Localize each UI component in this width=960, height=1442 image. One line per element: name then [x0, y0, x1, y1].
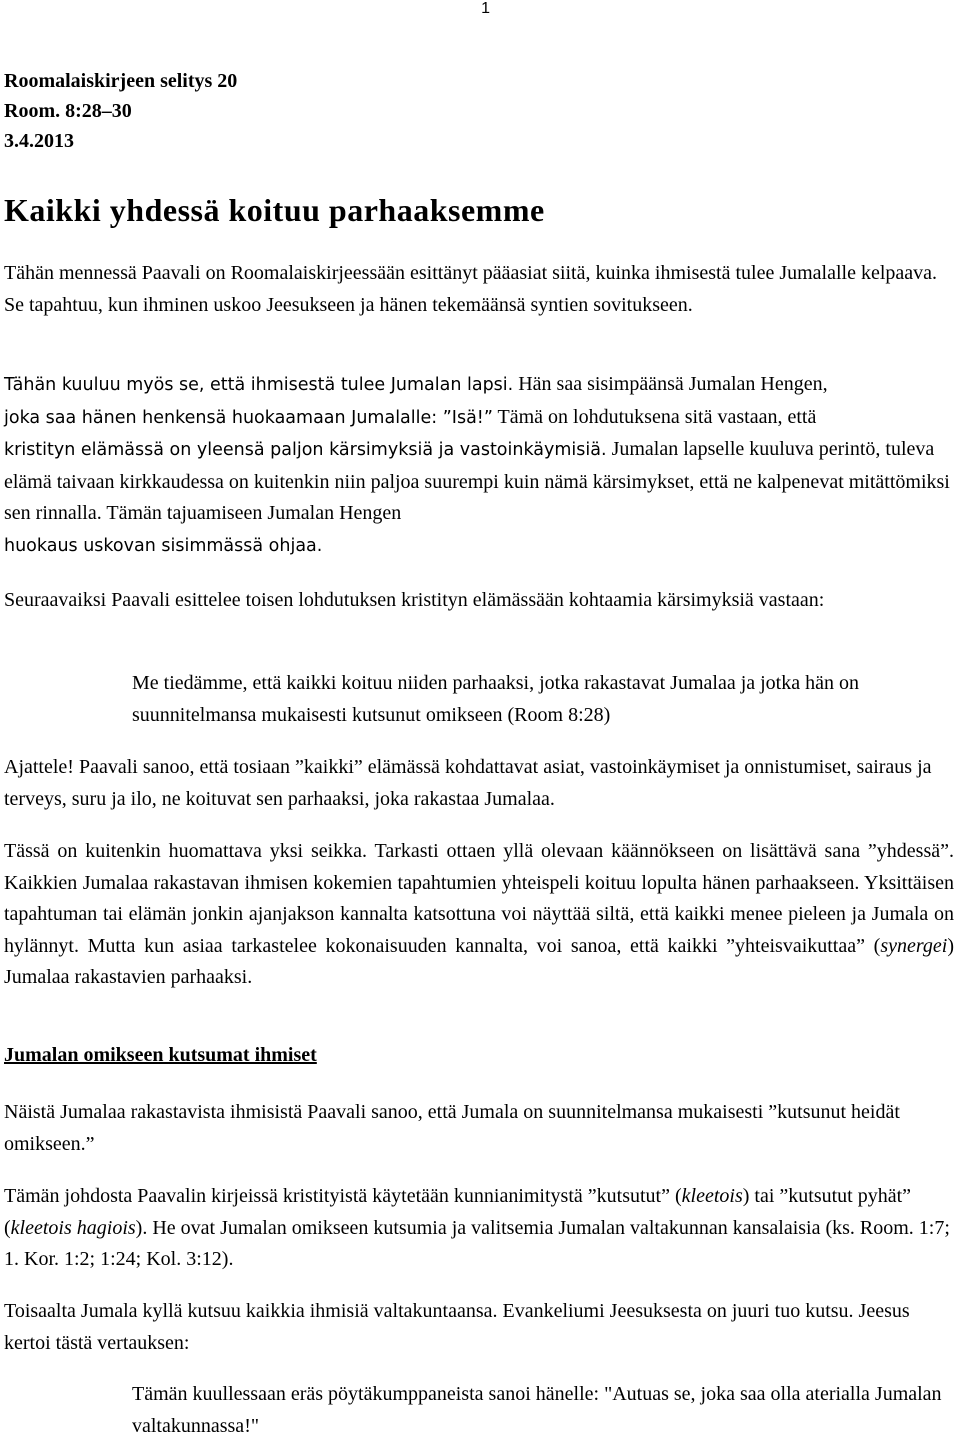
header-series: Roomalaiskirjeen selitys 20 — [4, 70, 238, 92]
paragraph-honorific-text-1: Tämän johdosta Paavalin kirjeissä kristityistä käytetään kunnianimitystä ”kutsutut” ( — [4, 1185, 682, 1207]
paragraph-adoption-text-6: Jumalan lapselle kuuluva perintö, tuleva elämä taivaan kirkkaudessa on kuitenkin niin paljoa suurempi kuin nämä kärsimykset, että ne kalpenevat mitättömiksi sen rinnalla. — [4, 438, 950, 524]
bible-quote-parable: Tämän kuullessaan eräs pöytäkumppaneista sanoi hänelle: "Autuas se, joka saa olla aterialla Jumalan valtakunnassa!" — [132, 1383, 942, 1437]
paragraph-think: Ajattele! Paavali sanoo, että tosiaan ”kaikki” elämässä kohdattavat asiat, vastoinkäymiset ja onnistumiset, sairaus ja terveys, suru ja ilo, ne koituvat sen parhaaksi, joka rakastaa Jumalaa. — [4, 756, 932, 810]
paragraph-honorific-text-2: ) tai ”kutsutut pyhät” ( — [4, 1185, 912, 1239]
section-heading: Jumalan omikseen kutsumat ihmiset — [4, 1044, 317, 1066]
paragraph-intro: Tähän mennessä Paavali on Roomalaiskirjeessään esittänyt pääasiat siitä, kuinka ihmisestä tulee Jumalalle kelpaava. Se tapahtuu, kun ihminen uskoo Jeesukseen ja hänen tekemäänsä syntien sovitukseen. — [4, 262, 938, 316]
page-number: 1 — [481, 0, 490, 17]
synergei-term: synergei — [880, 934, 948, 957]
paragraph-honorific — [4, 1181, 954, 1276]
header-reference: Room. 8:28–30 — [4, 100, 132, 122]
paragraph-parable-intro: Toisaalta Jumala kyllä kutsuu kaikkia ihmisiä valtakuntaansa. Evankeliumi Jeesuksesta on juuri tuo kutsu. Jeesus kertoi tästä vertauksen: — [4, 1300, 910, 1354]
paragraph-called: Näistä Jumalaa rakastavista ihmisistä Paavali sanoo, että Jumala on suunnitelmansa mukaisesti ”kutsunut heidät omikseen.” — [4, 1101, 900, 1155]
paragraph-together — [4, 836, 954, 994]
paragraph-honorific-text-3: ). He ovat Jumalan omikseen kutsumia ja valitsemia Jumalan valtakunnan kansalaisia (ks. Room. 1:7; 1. Kor. 1:2; 1:24; Kol. 3:12). — [4, 1216, 950, 1270]
header-date: 3.4.2013 — [4, 130, 74, 152]
kleetois-term: kleetois — [681, 1185, 743, 1207]
bible-quote-romans: Me tiedämme, että kaikki koituu niiden parhaaksi, jotka rakastavat Jumalaa ja jotka hän on suunnitelmansa mukaisesti kutsunut omikseen (Room 8:28) — [132, 672, 859, 726]
paragraph-adoption-text-5: kristityn elämässä on yleensä paljon kärsimyksiä ja vastoinkäymisiä. — [4, 440, 607, 460]
paragraph-together-text-1: Tässä on kuitenkin huomattava yksi seikka. Tarkasti ottaen yllä olevaan käännökseen on lisättävä sana ”yhdessä”. Kaikkien Jumalaa rakastavan ihmisen kokemien tapahtumien yhteispeli koituu lopulta hänen parhaakseen. Yksittäisen tapahtuman tai elämän jonkin ajanjakson kannalta katsottuna voi näyttää siltä, että kaikki menee pieleen ja Jumala on hylännyt. Mutta kun asiaa tarkastelee kokonaisuuden kannalta, voi sanoa, että kaikki ”yhteisvaikuttaa” ( — [4, 840, 954, 957]
paragraph-adoption-text-7: Tämän tajuamiseen Jumalan Hengen — [101, 502, 402, 524]
paragraph-second-comfort: Seuraavaiksi Paavali esittelee toisen lohdutuksen kristityn elämässään kohtaamia kärsimyksiä vastaan: — [4, 589, 825, 611]
paragraph-adoption-text-4: Tämä on lohdutuksena sitä vastaan, että — [492, 405, 817, 428]
paragraph-adoption-text-8: huokaus uskovan sisimmässä ohjaa. — [4, 535, 323, 556]
paragraph-adoption — [4, 369, 954, 562]
paragraph-adoption-text-2: Hän saa sisimpäänsä Jumalan Hengen, — [513, 373, 828, 395]
page-title: Kaikki yhdessä koituu parhaaksemme — [4, 192, 545, 228]
kleetois-hagiois-term: kleetois hagiois — [10, 1216, 136, 1239]
paragraph-adoption-text-3: joka saa hänen henkensä huokaamaan Jumalalle: ”Isä!” — [4, 407, 493, 428]
paragraph-together-text-2: ) Jumalaa rakastavien parhaaksi. — [4, 934, 954, 988]
document-header — [4, 66, 237, 156]
paragraph-adoption-text-1: Tähän kuuluu myös se, että ihmisestä tulee Jumalan lapsi. — [4, 375, 514, 395]
